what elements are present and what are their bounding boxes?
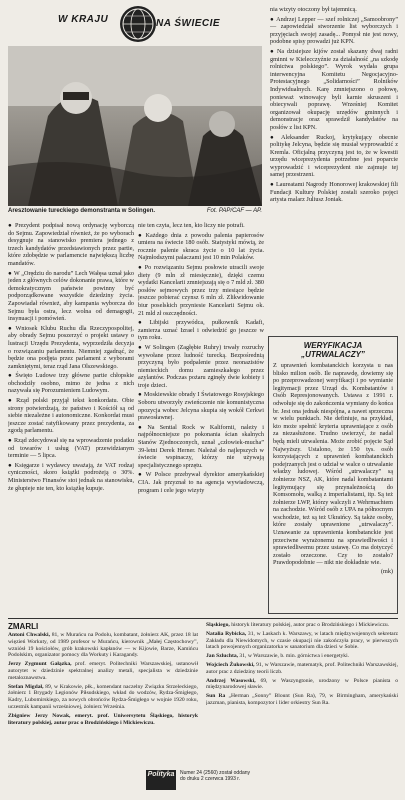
box-body: Z uprawnień kombatanckich korzysta u nas blisko milion osób. Ile naprawdę, dowiemy się po przeprowadzonej weryfikacji i po wymianie legitymacji przez Urząd ds. Kombatantów i Osób Represjonowanych. Ustawa z 1991 r. odwołuje się do zakończenia wymiany do końca br. Jest ona jednak niespójna, a nawet sprzeczna w wielu punktach. Nie definiuje, na przykład, kto może spełnić kryteria uprawniające z osób za niezasłużone. Trudno uwierzyć, że nadal będą mieli utrwalenia. Może zrobić pojęcie Sąd Najwyższy. Ustalono, że 150 tys. osób korzystających z uprawnień kombatanckich podejrzanych jest o udział w walce o utrwalanie władzy ludowej. Wśród „utrwalaczy” są żołnierze NSZ, AK, które nadal kombatantami legitymujący się przynależnością do Komsomołu, walką z imperialistami, itp. Są też żołnierze LWP, którzy walczyli z Wehrmachtem na zachodzie. Wśród osób z UPA na północnym wschodzie, też są też Ukraińcy. Są także osoby, które zostały uprawnione „utrwalaczy”. Uznawanie za uprawnienia kombatanckie jest przeciwne wyrażonemu na sprawiedliwości i sprawiedliwemu przez ustawę. Co ma dotyczyć zostało orzeczone. Czy to zostało? Prawdopodobnie — nikt nie dokładnie wie. bbox=[273, 362, 393, 567]
issue-footer bbox=[147, 770, 300, 794]
bullet-icon: ● bbox=[138, 263, 143, 271]
news-item: ● Każdego dnia z powodu palenia papierosów umiera na świecie 180 osób. Statystyki mówią, że rocznie palenie skraca życie o 10 lat życia. Najmłodszymi palaczami jest 10 min Polaków. bbox=[138, 231, 264, 262]
news-item: ● Moskiewskie obrady I Światowego Rosyjskiego Soboru utworzyły zwieńczenie nie komunistyczna opozycja wobec Jelcyna skupia się wokół Cerkwi prawosławnej. bbox=[138, 391, 264, 422]
bullet-icon: ● bbox=[8, 324, 14, 332]
obituaries-left-column bbox=[8, 632, 198, 782]
news-item-continued: nie ten czyta, lecz ten, kto liczy nie potrafi. bbox=[138, 222, 245, 229]
bullet-icon: ● bbox=[8, 222, 14, 229]
news-item-continued: nia wizyty otoczony był tajemnicą. bbox=[270, 6, 357, 13]
news-item: ● Laureatami Nagrody Honorowej krakowskiej fili Fundacji Kultury Polskiej zostali szeroko pojęci artysta malarz Juliusz Joniak. bbox=[270, 181, 398, 204]
news-item: ● Rząd polski przyjął tekst konkordatu. Obie strony potwierdzają, że państwo i Kościół są od siebie niezależne i autonomiczne. Konkordat musi jeszcze zostać ratyfikowany przez prezydenta, za zgodą parlamentu. bbox=[8, 397, 134, 435]
section-title-domestic: W KRAJU bbox=[58, 14, 109, 25]
box-signature: (mk) bbox=[380, 568, 393, 576]
news-item: ● Po rozwiązaniu Sejmu posłowie utracili swoje diety (9 mln zł miesięcznie), dzięki czemu wydatki Kancelarii zmniejszają się o 7 mld zł. 380 posłów sejmowych przez trzy miesiące będzie jeszcze pobierać czynsz 6 mln zł. Zlikwidowanie biur poselskich przyniesie Kancelarii Sejmu ok. 21 mld zł oszczędności. bbox=[138, 263, 264, 317]
news-item: ● Aleksander Ruckoj, krytykujący obecnie politykę Jelcyna, będzie się musiał wyprowadzić z Kremla. Oficjalną przyczyną jest to, że w kwestii urzędu wiceprezydenta potrzebne jest poparcie wyprowadzić i wiceprezydent nie zajmuje tej samej przestrzeni. bbox=[270, 133, 398, 179]
column-2 bbox=[138, 222, 264, 612]
bullet-icon: ● bbox=[270, 47, 275, 55]
box-title: WERYFIKACJA „UTRWALACZY” bbox=[301, 341, 365, 359]
bullet-icon: ● bbox=[8, 269, 12, 277]
caption-text: Aresztowanie tureckiego demonstranta w Solingen. bbox=[8, 208, 156, 214]
globe-icon bbox=[120, 6, 156, 42]
column-1 bbox=[8, 222, 134, 612]
obituary-item: Śląskiego, historyk literatury polskiej, autor prac o Brodzińskiego i Mickiewiczu. bbox=[206, 622, 390, 628]
photo-caption bbox=[8, 208, 262, 214]
obituaries-title: ZMARLI bbox=[8, 622, 39, 631]
bullet-icon: ● bbox=[138, 343, 143, 351]
news-item: ● Wniosek Klubu Ruchu dla Rzeczypospolitej, aby obrady Sejmu poszerzyć o projekt ustawy o lustracji Urzędu Prezydenta, wyprzedziła decyzja o rozwiązaniu parlamentu. Niemniej zgadnąć, że będzie ona podjęta przez parlament z wyborami zamkniętymi, teraz rząd Jana Olszewskiego. bbox=[8, 324, 134, 370]
news-item: ● Księgarze i wydawcy uważają, że VAT rodzaj cyniczności, skoro książki podrożeją o 30%. Ministerstwo Finansów stoi jednak na stanowisku, że głupieje nie ten, kto książkę kupuje. bbox=[8, 461, 134, 492]
bullet-icon: ● bbox=[8, 372, 14, 380]
news-item: ● W Solingen (Zagłębie Ruhry) trwały rozruchy wywołane przez ludność turecką. Bezpośrednią przyczyną było podpalenie przez neonazistów niemieckich domu zamieszkałego przez azylantów. Podczas pożaru zginęły dwie kobiety i troje dzieci. bbox=[138, 343, 264, 389]
footer-line-2: do druku 2 czerwca 1993 r. bbox=[180, 776, 241, 782]
column-3 bbox=[270, 6, 398, 326]
obituaries-right-column bbox=[206, 622, 398, 782]
footer-line-1: Numer 24 (2560) został oddany bbox=[180, 770, 251, 776]
news-item: ● Rząd zdecydował się na wprowadzenie podatku od towarów i usług (VAT) przewidzianym terminie — 5 lipca. bbox=[8, 437, 134, 460]
news-photo bbox=[8, 46, 262, 206]
news-item: ● Prezydent podpisał nową ordynację wyborczą do Sejmu. Zapowiedział również, że po wyborach desygnuje na stanowisko premiera jednego z trzech kandydatów przedstawionych przez partie, które zdobędzie w parlamencie największą liczbę mandatów. bbox=[8, 222, 134, 267]
obituary-item: Natalia Rybicka, 31, w Laskach k. Warszawy, w latach międzywojennych sekretarz Zakładu dla Niewidomych, w czasie okupacji nie zakończyła pracy, w pierwszych latach powojennych organizatorka w sanatorium dla dzieci w Sobie. bbox=[206, 630, 398, 651]
bullet-icon: ● bbox=[270, 181, 274, 189]
polityka-logo: Polityka bbox=[146, 770, 176, 790]
obituary-item: Antoni Chwalski, 81, w Murańcu na Podolu, kombatant, żołnierz AK, przez 18 lat więzień Workuty, od 1989 profesor w Murańcu, kierownik „Małej Częstochowy”, wzniósł 19 kościołów, grób krakowski kapłanów — w Kijowie, Barze, Kamińcu Podolskim, organizator pomocy dla Workuty i Karagandy. bbox=[8, 632, 198, 659]
news-item: ● Święto Ludowe trzy główne partie chłopskie obchodziły osobno, mimo że jedna z nich nazywała się Porozumieniem Ludowym. bbox=[8, 372, 134, 395]
obituary-item: Stefan Migdał, 89, w Krakowie, płk., komendant naczelny Związku Strzeleckiego, żołnierz 1 Brygady Legionów Piłsudskiego, wkład do wodzów, Rydza-Śmigłego, Kadry, Lubomirskiego, za nowych obrońców Rydza-Śmigłego w wojnie 1920 roku, uczestnik kampanii wrześniowej, żołnierz Września. bbox=[8, 683, 198, 710]
bullet-icon: ● bbox=[138, 319, 148, 327]
photo-credit: Fot. PAP/CAF — AP. bbox=[206, 208, 262, 214]
news-item: ● W Polsce przebywał dyrektor amerykańskiej CIA. Jak przyznał to na agencja wywiadowczą, program i cele jego wizyty bbox=[138, 471, 264, 494]
bullet-icon: ● bbox=[138, 423, 146, 431]
news-item: ● Na Sential Rock w Kalifornii, należy i najpółnocniejsze po pokonania ścian skalnych Stanów Zjednoczonych, uznał „człowiek-mucha” 39-letni Derek Herner. Należał do najlepszych w świecie wspinaczy, którzy nie używają specjalistycznego sprzętu. bbox=[138, 423, 264, 469]
bullet-icon: ● bbox=[270, 133, 280, 141]
weryfikacja-box bbox=[268, 336, 398, 614]
bullet-icon: ● bbox=[8, 461, 13, 469]
news-item: ● Andrzej Lepper — szef rolniczej „Samoobrony” — zapowiedział stworzenie list wyborczych i przyjęciach swojej zasadę... Pomysł nie jest nowy, podobne spisy prowadzi już KPN. bbox=[270, 15, 398, 46]
obituary-item: Jan Szluchta, 31, w Warszawie, b. min. górnictwa i energetyki. bbox=[206, 653, 350, 660]
bullet-icon: ● bbox=[270, 15, 275, 23]
bullet-icon: ● bbox=[8, 397, 15, 405]
obituary-item: Sun Ra „Herman „Sonny” Blount (Sun Ra), 79, w Birmingham, amerykański jazzman, pianista, kompozytor i lider orkiestry Sun Ra. bbox=[206, 693, 398, 706]
bullet-icon: ● bbox=[138, 231, 144, 239]
bullet-icon: ● bbox=[8, 437, 12, 445]
section-divider bbox=[8, 618, 398, 619]
section-header bbox=[8, 4, 263, 44]
obituary-item: Wojciech Żukowski, 91, w Warszawie, matematyk, prof. Politechniki Warszawskiej, autor prac z dziedziny teorii liczb. bbox=[206, 661, 398, 675]
section-title-world: NA ŚWIECIE bbox=[156, 18, 221, 29]
obituary-item: Jerzy Zygmunt Gałązka, prof. emeryt. Politechniki Warszawskiej, ustanowił autorytet w dziedzinie spektralnej analizy metali, specjalista w dziedzinie metaloznawstwa. bbox=[8, 661, 198, 681]
news-item: ● W „Orędziu do narodu” Lech Wałęsa uznał jako jeden z głównych celów dokonanie prawa, które w demokratycznym państwie powinny być podporządkowane wszystkie dziedziny życia. Zapowiadał również, aby kampania wyborcza do Sejmu była ostra, lecz wolna od demagogii, insynuacji i pomówień. bbox=[8, 269, 134, 323]
news-item: ● Libijski przywódca, pułkownik Kadafi, zamierza uznać Izrael i odwiedzić go jeszcze w tym roku. bbox=[138, 319, 264, 342]
news-item: ● Na dzisiejsze kijów został skazany dwaj radni gminni w Kielecczyźnie za działalność „na szkodę rolnictwa polskiego”. Wyrok wydała grupa interwencyjna Komitetu Negocjacyjno-Protestacyjnego „Solidarności” Rolników Indywidualnych. Karę zmniejszono o połowę, ponieważ winowajcy byli karnie skruszeni i obiecywali poprawę. Wrześniej Komitet organizował okupację urzędów gminnych i demonstracje oraz sprawdził kandydatów na posłów z list KPN. bbox=[270, 47, 398, 131]
bullet-icon: ● bbox=[138, 471, 144, 479]
bullet-icon: ● bbox=[138, 391, 142, 399]
obituary-item: Andrzej Wasowski, 69, w Waszyngtonie, urodzony w Polsce pianista o międzynarodowej sławie. bbox=[206, 677, 398, 691]
obituary-item: Zbigniew Jerzy Nowak, emeryt. prof. Uniwersytetu Śląskiego, historyk literatury polskiej, autor prac o Brodzińskiego i Mickiewiczu. bbox=[8, 712, 198, 726]
